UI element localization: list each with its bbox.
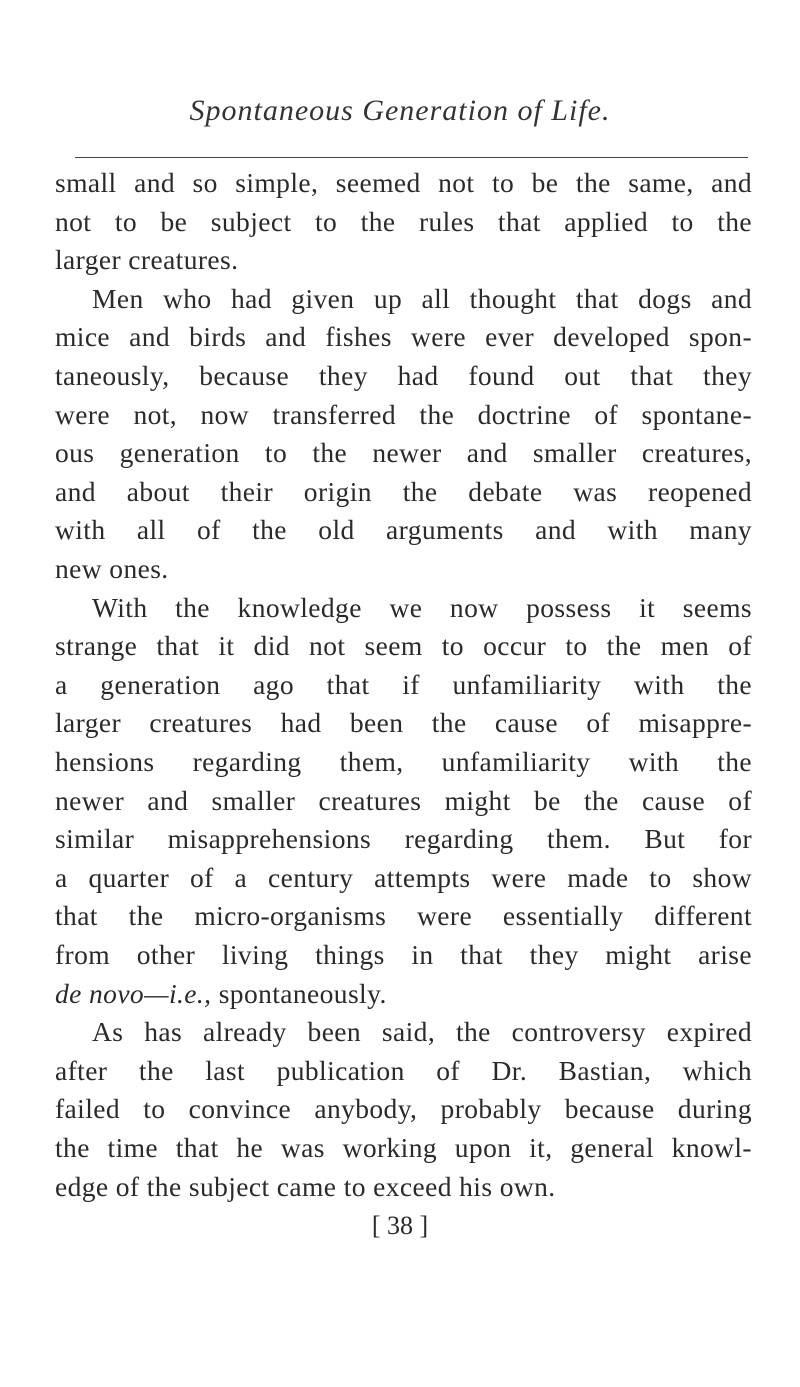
text-line: similar misapprehensions regarding them. But for — [55, 823, 752, 855]
text-line: strange that it did not seem to occur to the men of — [55, 630, 752, 662]
running-head: Spontaneous Generation of Life. — [189, 94, 611, 127]
text-line: that the micro-organisms were essentially different — [55, 900, 752, 932]
text-line: a generation ago that if unfamiliarity with the — [55, 668, 752, 700]
text-line: not to be subject to the rules that applied to the — [55, 205, 752, 237]
text-line: the time that he was working upon it, general knowl- — [55, 1132, 752, 1163]
text-line: larger creatures had been the cause of misappre- — [55, 707, 752, 739]
text-line: were not, now transferred the doctrine of spontane- — [55, 398, 752, 430]
page-number: [ 38 ] — [371, 1211, 429, 1241]
header-rule — [75, 157, 748, 158]
text-line: With the knowledge we now possess it seems — [92, 591, 752, 623]
text-line: from other living things in that they might arise — [55, 939, 752, 970]
text-line: and about their origin the debate was reopened — [55, 475, 752, 507]
text-line-italic-phrase: de novo—i.e., spontaneously. — [55, 977, 387, 1009]
text-line: Men who had given up all thought that dogs and — [92, 282, 752, 314]
text-line: newer and smaller creatures might be the cause of — [55, 784, 752, 816]
italic-latin-phrase: de novo—i.e., — [55, 977, 212, 1009]
text-line: with all of the old arguments and with many — [55, 514, 752, 546]
text-line: mice and birds and fishes were ever developed spon- — [55, 321, 752, 353]
text-line: hensions regarding them, unfamiliarity with the — [55, 746, 752, 777]
text-line: edge of the subject came to exceed his own. — [55, 1170, 556, 1202]
text-line: failed to convince anybody, probably because during — [55, 1093, 752, 1125]
text-line: a quarter of a century attempts were made to show — [55, 861, 752, 893]
text-line: small and so simple, seemed not to be the same, and — [55, 167, 752, 198]
text-line: taneously, because they had found out that they — [55, 360, 752, 391]
text-line: As has already been said, the controversy expired — [92, 1016, 752, 1048]
text-line: new ones. — [55, 553, 169, 584]
text-line: after the last publication of Dr. Bastian, which — [55, 1054, 752, 1086]
text-line: larger creatures. — [55, 244, 239, 276]
text-line: ous generation to the newer and smaller creatures, — [55, 437, 752, 469]
